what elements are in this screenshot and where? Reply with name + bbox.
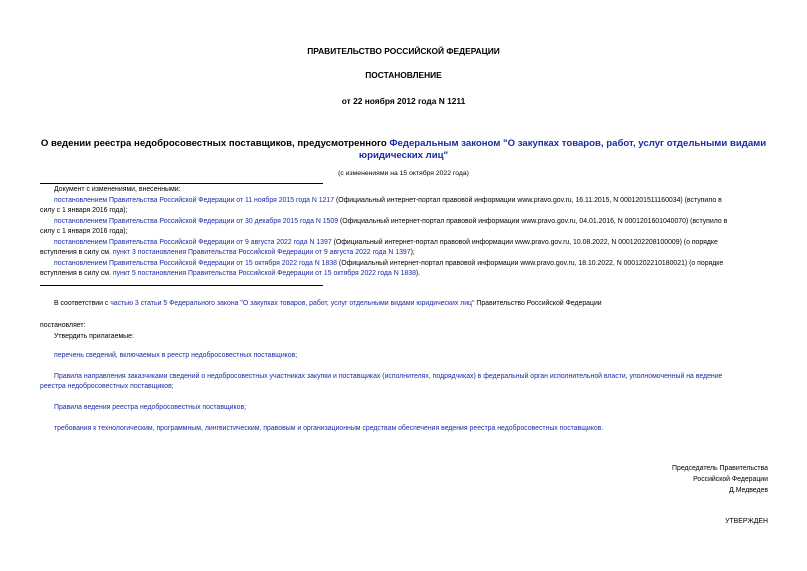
date-number: от 22 ноября 2012 года N 1211 <box>341 96 466 106</box>
change-link-1[interactable]: постановлением Правительства Российской Федерации от 11 ноября 2015 года N 1217 <box>54 197 335 204</box>
change-item-4: постановлением Правительства Российской Федерации от 15 октября 2022 года N 1838 (Официальный интернет-портал правовой информации www.pravo.gov.ru, 18.10.2022, N 0001202210180021) (о порядке <box>54 260 724 267</box>
approved-item-1 <box>54 351 297 361</box>
approved-link-1[interactable]: перечень сведений, включаемых в реестр недобросовестных поставщиков; <box>54 352 298 359</box>
change-link-3[interactable]: постановлением Правительства Российской Федерации от 9 августа 2022 года N 1397 <box>54 239 332 246</box>
approve-text: Утвердить прилагаемые: <box>54 333 134 340</box>
document-title <box>0 138 807 149</box>
revision-note: (с изменениями на 15 октября 2022 года) <box>338 170 469 177</box>
government-heading: ПРАВИТЕЛЬСТВО РОССИЙСКОЙ ФЕДЕРАЦИИ <box>307 46 500 56</box>
approved-link-4[interactable]: требования к технологическим, программным, лингвистическим, правовым и организационным средствам обеспечения ведения реестра недобросовестных поставщиков. <box>54 425 604 432</box>
federal-law-link-cont[interactable]: юридических лиц" <box>358 150 449 161</box>
change-item-1: постановлением Правительства Российской Федерации от 11 ноября 2015 года N 1217 (Официальный интернет-портал правовой информации www.pravo.gov.ru, 16.11.2015, N 0001201511160034) (вступило в <box>54 197 722 204</box>
change-item-2: постановлением Правительства Российской Федерации от 30 декабря 2015 года N 1509 (Официальный интернет-портал правовой информации www.pravo.gov.ru, 04.01.2016, N 0001201601040070) (вступило в <box>54 218 728 225</box>
federal-law-link[interactable]: Федеральным законом "О закупках товаров, работ, услуг отдельными видами <box>389 138 767 149</box>
approved-item-3 <box>54 403 246 413</box>
signature-name: Д.Медведев <box>729 487 768 494</box>
decrees-text: постановляет: <box>40 322 86 329</box>
divider-bottom <box>40 285 323 286</box>
changes-intro: Документ с изменениями, внесенными: <box>54 186 181 193</box>
change-link-4[interactable]: постановлением Правительства Российской Федерации от 15 октября 2022 года N 1838 <box>54 260 338 267</box>
document-title-cont <box>0 150 807 161</box>
approved-item-2-cont <box>40 382 174 392</box>
change-item-4-cont: вступления в силу см. пункт 5 постановления Правительства Российской Федерации от 15 октября 2022 года N 1838). <box>40 270 421 277</box>
preamble: В соответствии с частью 3 статьи 5 Федерального закона "О закупках товаров, работ, услуг отдельными видами юридических лиц" Правительство Российской Федерации <box>54 300 602 307</box>
divider-top <box>40 183 323 184</box>
signature-country: Российской Федерации <box>693 476 768 483</box>
change-item-3-point-link[interactable]: пункт 3 постановления Правительства Российской Федерации от 9 августа 2022 года N 1397 <box>112 249 411 256</box>
signature-title: Председатель Правительства <box>672 465 768 472</box>
preamble-law-link[interactable]: частью 3 статьи 5 Федерального закона "О закупках товаров, работ, услуг отдельными видами юридических лиц" <box>110 300 475 307</box>
doc-type-heading: ПОСТАНОВЛЕНИЕ <box>365 70 442 80</box>
change-link-2[interactable]: постановлением Правительства Российской Федерации от 30 декабря 2015 года N 1509 <box>54 218 339 225</box>
change-item-1-cont: силу с 1 января 2016 года); <box>40 207 128 214</box>
approved-stamp: УТВЕРЖДЕН <box>725 518 768 525</box>
approved-item-2 <box>54 372 722 382</box>
change-item-3: постановлением Правительства Российской Федерации от 9 августа 2022 года N 1397 (Официальный интернет-портал правовой информации www.pravo.gov.ru, 10.08.2022, N 0001202208100009) (о порядке <box>54 239 718 246</box>
approved-link-3[interactable]: Правила ведения реестра недобросовестных поставщиков; <box>54 404 247 411</box>
change-item-3-cont: вступления в силу см. пункт 3 постановления Правительства Российской Федерации от 9 августа 2022 года N 1397); <box>40 249 415 256</box>
approved-link-2[interactable]: Правила направления заказчиками сведений о недобросовестных участниках закупки и поставщиках (исполнителях, подрядчиках) в федеральный орган исполнительной власти, уполномоченный на ведение <box>54 373 723 380</box>
approved-link-2-cont[interactable]: реестра недобросовестных поставщиков; <box>40 383 174 390</box>
change-item-4-point-link[interactable]: пункт 5 постановления Правительства Российской Федерации от 15 октября 2022 года N 1838 <box>112 270 416 277</box>
approved-item-4 <box>54 424 603 434</box>
title-prefix: О ведении реестра недобросовестных поставщиков, предусмотренного <box>40 138 390 149</box>
change-item-2-cont: силу с 1 января 2016 года); <box>40 228 128 235</box>
